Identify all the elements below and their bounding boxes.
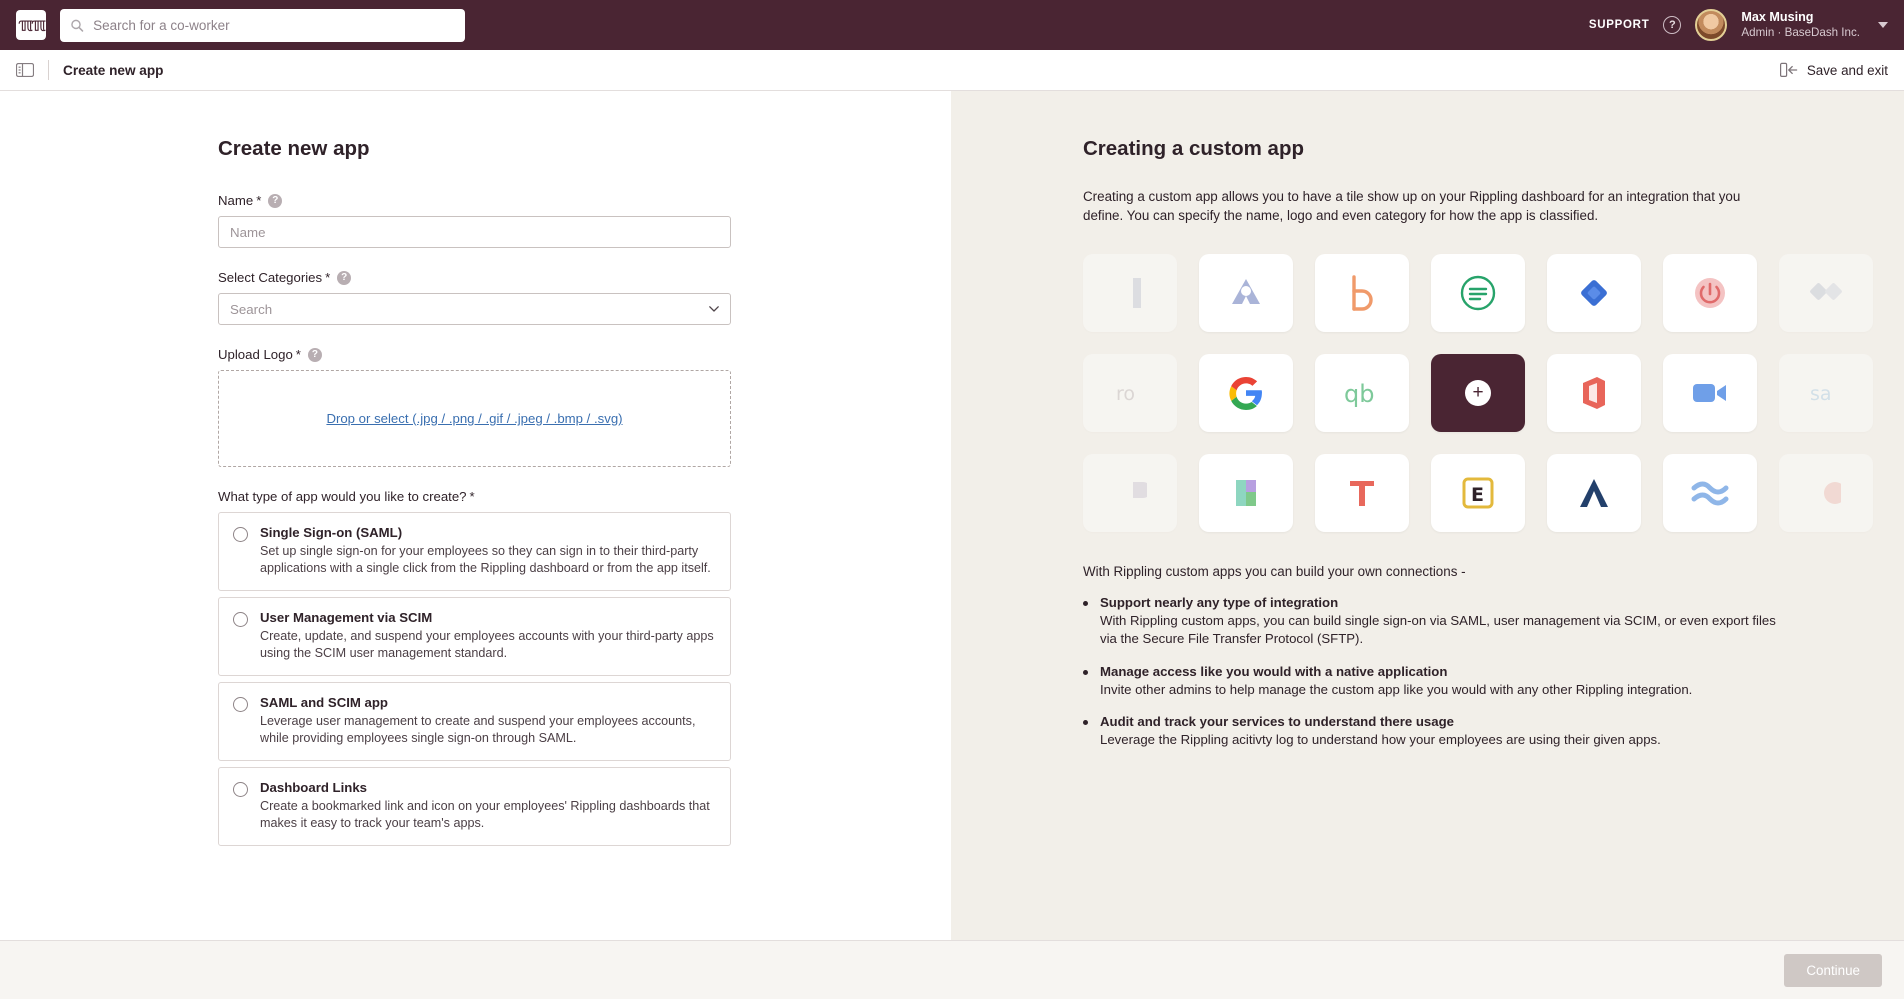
circle-lines-app-icon xyxy=(1459,274,1497,312)
continue-button[interactable]: Continue xyxy=(1784,954,1882,987)
logo-upload-link[interactable]: Drop or select (.jpg / .png / .gif / .jpeg / .bmp / .svg) xyxy=(326,411,623,426)
a-app-icon xyxy=(1578,476,1610,510)
tile-diamonds-app-icon xyxy=(1779,254,1873,332)
app-type-group xyxy=(218,489,731,846)
main-content xyxy=(0,91,1904,990)
categories-select[interactable] xyxy=(218,293,731,325)
partial-app-icon xyxy=(1115,276,1145,310)
categories-input[interactable] xyxy=(218,293,731,325)
radio-button-icon[interactable] xyxy=(233,697,248,712)
tile-video-app-icon xyxy=(1663,354,1757,432)
page-title: Create new app xyxy=(218,137,370,160)
logo-glyph: ℼℼ xyxy=(17,13,44,36)
svg-text:sa: sa xyxy=(1810,382,1832,405)
help-icon[interactable]: ? xyxy=(268,194,282,208)
search-input[interactable] xyxy=(93,18,455,33)
upload-logo-group xyxy=(218,347,731,467)
e-app-icon xyxy=(1461,476,1495,510)
name-label-text: Name xyxy=(218,193,254,208)
name-label xyxy=(218,193,731,208)
help-icon[interactable]: ? xyxy=(308,348,322,362)
tile-box-app-icon xyxy=(1315,254,1409,332)
tile-t-app-icon xyxy=(1315,454,1409,532)
tile-a-app-icon xyxy=(1547,454,1641,532)
topbar-right-group xyxy=(1589,9,1888,41)
tile-office-app-icon xyxy=(1547,354,1641,432)
info-bullet-list xyxy=(1083,595,1843,750)
tile-partial-app-icon xyxy=(1083,254,1177,332)
info-title: Creating a custom app xyxy=(1083,137,1304,160)
tile-power-app-icon xyxy=(1663,254,1757,332)
option-title: Single Sign-on (SAML) xyxy=(260,525,403,540)
global-search[interactable] xyxy=(60,9,465,42)
required-asterisk: * xyxy=(295,347,301,362)
svg-text:E: E xyxy=(1471,483,1484,506)
list-item xyxy=(1083,595,1783,649)
footer-bar xyxy=(0,940,1904,999)
radio-option-scim[interactable] xyxy=(218,597,731,676)
panel-toggle-icon[interactable] xyxy=(16,63,34,77)
logo-dropzone[interactable] xyxy=(218,370,731,467)
save-and-exit-label: Save and exit xyxy=(1806,62,1888,78)
quickbooks-app-icon xyxy=(1342,378,1382,408)
svg-text:qb: qb xyxy=(1344,379,1375,408)
option-description: Leverage user management to create and suspend your employees accounts, while providing employees single sign-on through SAML. xyxy=(260,714,696,745)
categories-label-text: Select Categories xyxy=(218,270,323,285)
header-divider xyxy=(48,60,49,80)
bullet-title: Audit and track your services to understand there usage xyxy=(1100,714,1454,730)
help-icon[interactable]: ? xyxy=(337,271,351,285)
required-asterisk: * xyxy=(469,489,475,504)
video-app-icon xyxy=(1691,380,1729,406)
radio-option-saml[interactable] xyxy=(218,512,731,591)
bullet-description: Invite other admins to help manage the custom app like you would with any other Rippling integration. xyxy=(1100,681,1693,697)
app-tile-grid xyxy=(1083,254,1895,532)
salesforce-app-icon xyxy=(1806,380,1846,406)
tile-add-custom-app-icon[interactable] xyxy=(1431,354,1525,432)
box-app-icon xyxy=(1349,275,1375,311)
bullet-description: Leverage the Rippling acitivty log to understand how your employees are using their given apps. xyxy=(1100,732,1661,748)
tile-partial-shape-app-icon xyxy=(1083,454,1177,532)
radio-option-saml-and-scim[interactable] xyxy=(218,682,731,761)
plus-icon: + xyxy=(1465,380,1491,406)
name-input[interactable] xyxy=(218,216,731,248)
radio-button-icon[interactable] xyxy=(233,612,248,627)
exit-icon xyxy=(1780,62,1798,78)
user-info[interactable] xyxy=(1741,10,1860,40)
upload-logo-label-text: Upload Logo xyxy=(218,347,293,362)
tile-diamond-app-icon xyxy=(1547,254,1641,332)
option-title: Dashboard Links xyxy=(260,780,367,795)
tile-partial-text-app-icon xyxy=(1083,354,1177,432)
app-type-label xyxy=(218,489,731,504)
option-description: Set up single sign-on for your employees so they can sign in to their third-party applications with a single click from the Rippling dashboard or from the app itself. xyxy=(260,544,711,575)
info-paragraph: Creating a custom app allows you to have a tile show up on your Rippling dashboard for an integration that you define. You can specify the name, logo and even category for how the app is classified. xyxy=(1083,189,1741,224)
required-asterisk: * xyxy=(256,193,262,208)
user-name: Max Musing xyxy=(1741,9,1814,24)
option-description: Create, update, and suspend your employees accounts with your third-party apps using the SCIM user management standard. xyxy=(260,629,714,660)
bullet-title: Manage access like you would with a native application xyxy=(1100,663,1448,679)
tile-google-app-icon xyxy=(1199,354,1293,432)
bullet-title: Support nearly any type of integration xyxy=(1100,594,1339,610)
partial-shape-app-icon xyxy=(1113,478,1147,508)
radio-option-dashboard-links[interactable] xyxy=(218,767,731,846)
upload-logo-label xyxy=(218,347,731,362)
breadcrumb: Create new app xyxy=(63,62,164,78)
option-title: User Management via SCIM xyxy=(260,610,433,625)
app-type-label-text: What type of app would you like to create? xyxy=(218,489,467,504)
categories-label xyxy=(218,270,731,285)
tile-color-fan-app-icon xyxy=(1199,454,1293,532)
required-asterisk: * xyxy=(325,270,331,285)
power-app-icon xyxy=(1691,274,1729,312)
tile-quickbooks-app-icon xyxy=(1315,354,1409,432)
avatar[interactable] xyxy=(1695,9,1727,41)
rippling-logo-icon[interactable] xyxy=(16,10,46,40)
option-title: SAML and SCIM app xyxy=(260,695,388,710)
tile-salesforce-app-icon xyxy=(1779,354,1873,432)
user-role: Admin · BaseDash Inc. xyxy=(1741,25,1860,39)
info-pane xyxy=(951,91,1904,990)
diamond-app-icon xyxy=(1576,275,1612,311)
categories-field-group xyxy=(218,270,731,325)
support-label[interactable]: SUPPORT xyxy=(1588,19,1650,31)
google-app-icon xyxy=(1228,375,1264,411)
list-item xyxy=(1083,714,1783,749)
search-icon xyxy=(70,18,84,33)
question-mark-icon[interactable]: ? xyxy=(1663,16,1681,34)
tile-e-app-icon xyxy=(1431,454,1525,532)
tile-partial-round-app-icon xyxy=(1779,454,1873,532)
cloud-app-icon xyxy=(1228,276,1264,310)
tile-circle-lines-app-icon xyxy=(1431,254,1525,332)
wave-app-icon xyxy=(1691,479,1729,507)
page-subheader xyxy=(0,50,1904,91)
chevron-down-icon[interactable] xyxy=(709,306,719,312)
partial-text-app-icon xyxy=(1110,380,1150,406)
color-fan-app-icon xyxy=(1230,476,1262,510)
save-and-exit-button[interactable] xyxy=(1780,62,1888,78)
tile-cloud-app-icon xyxy=(1199,254,1293,332)
office-app-icon xyxy=(1579,375,1609,411)
radio-button-icon[interactable] xyxy=(233,782,248,797)
radio-button-icon[interactable] xyxy=(233,527,248,542)
create-app-form-pane xyxy=(0,91,951,990)
option-description: Create a bookmarked link and icon on your employees' Rippling dashboards that makes it easy to track your team's apps. xyxy=(260,799,710,830)
top-navigation-bar xyxy=(0,0,1904,50)
bullet-description: With Rippling custom apps, you can build single sign-on via SAML, user management via SCIM, or even export files via the Secure File Transfer Protocol (SFTP). xyxy=(1100,612,1776,647)
diamonds-app-icon xyxy=(1809,276,1843,310)
t-app-icon xyxy=(1346,476,1378,510)
info-subtitle: With Rippling custom apps you can build your own connections - xyxy=(1083,563,1466,579)
chevron-down-icon[interactable] xyxy=(1878,22,1888,28)
svg-text:ro: ro xyxy=(1116,382,1136,405)
tile-wave-app-icon xyxy=(1663,454,1757,532)
name-field-group xyxy=(218,193,731,248)
list-item xyxy=(1083,664,1783,699)
partial-round-app-icon xyxy=(1811,478,1841,508)
